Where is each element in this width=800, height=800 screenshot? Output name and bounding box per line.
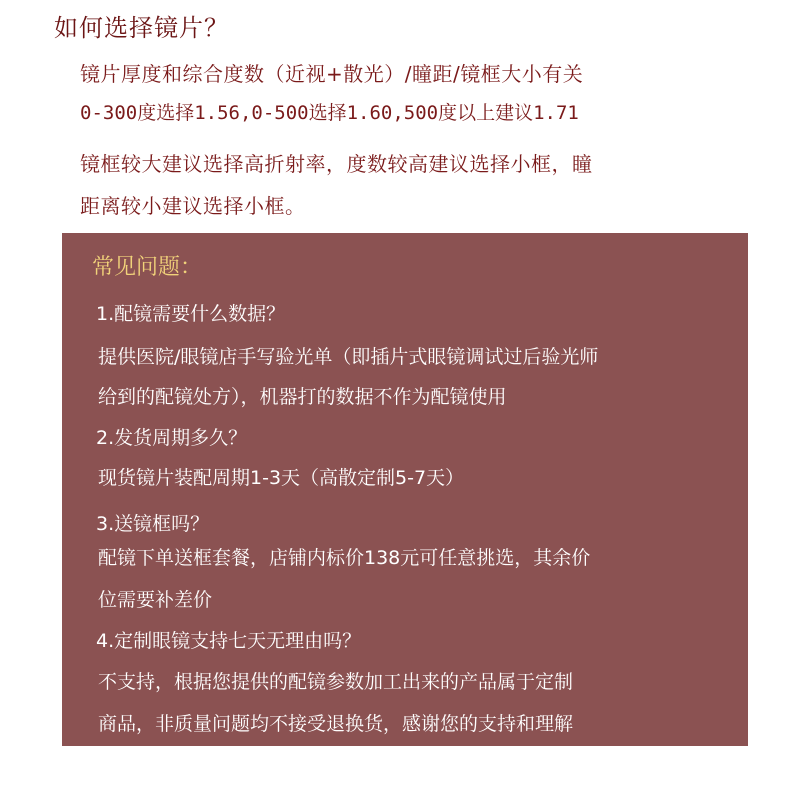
lens-guide-section: [0, 0, 800, 232]
faq-answer-3-line-1: 配镜下单送框套餐，店铺内标价138元可任意挑选，其余价: [98, 547, 591, 569]
guide-line-2: 0-300度选择1.56,0-500选择1.60,500度以上建议1.71: [80, 102, 579, 124]
faq-title: 常见问题：: [92, 255, 203, 280]
faq-question-3: 3.送镜框吗？: [96, 513, 210, 535]
faq-answer-4-line-2: 商品，非质量问题均不接受退换货，感谢您的支持和理解: [98, 713, 574, 735]
faq-answer-4-line-1: 不支持，根据您提供的配镜参数加工出来的产品属于定制: [98, 671, 574, 693]
faq-question-2: 2.发货周期多久？: [96, 427, 248, 449]
guide-line-1: 镜片厚度和综合度数（近视+散光）/瞳距/镜框大小有关: [80, 62, 584, 86]
faq-question-1: 1.配镜需要什么数据？: [96, 303, 286, 325]
faq-panel: [62, 233, 748, 746]
faq-question-4: 4.定制眼镜支持七天无理由吗？: [96, 630, 362, 652]
faq-answer-2-line-1: 现货镜片装配周期1-3天（高散定制5-7天）: [98, 467, 465, 489]
guide-line-4: 距离较小建议选择小框。: [80, 194, 306, 218]
page-title: 如何选择镜片？: [54, 14, 229, 42]
faq-answer-1-line-2: 给到的配镜处方），机器打的数据不作为配镜使用: [98, 386, 507, 408]
faq-answer-3-line-2: 位需要补差价: [98, 589, 213, 611]
faq-answer-1-line-1: 提供医院/眼镜店手写验光单（即插片式眼镜调试过后验光师: [98, 346, 599, 368]
guide-line-3: 镜框较大建议选择高折射率，度数较高建议选择小框，瞳: [80, 152, 593, 176]
